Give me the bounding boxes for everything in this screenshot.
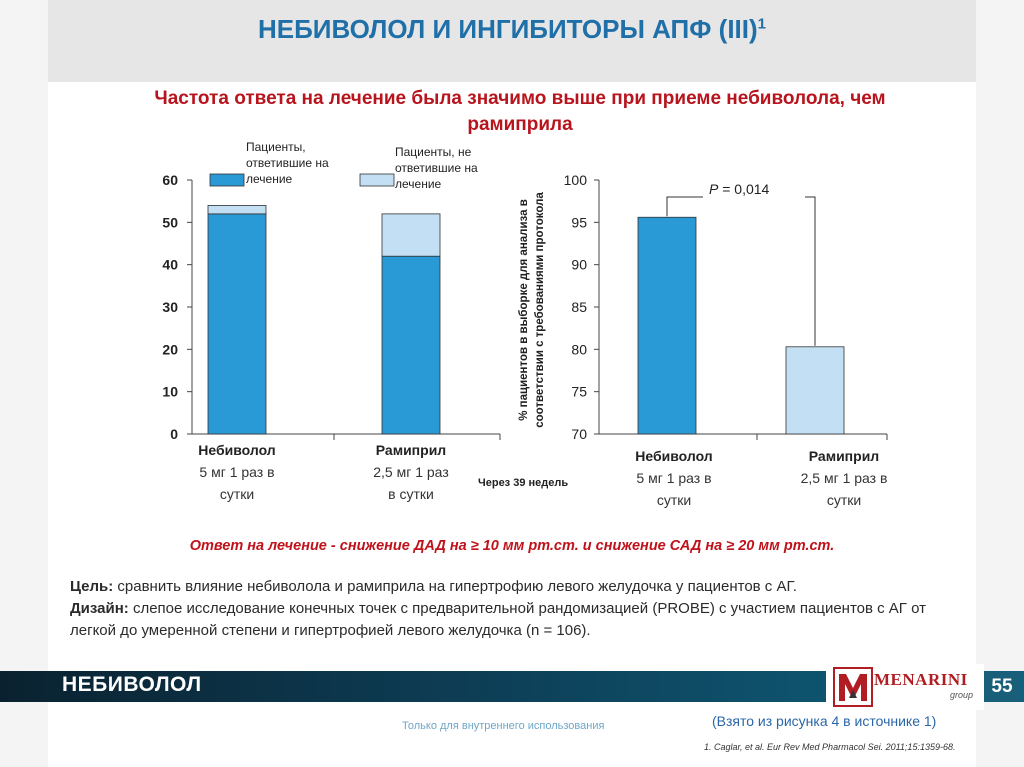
bar-not-responded-1: [208, 205, 266, 213]
p-number: = 0,014: [718, 181, 770, 197]
right-cat-name-2: Рамиприл: [808, 448, 880, 464]
left-y-tick-label: 30: [162, 299, 178, 315]
right-y-tick-label: 95: [571, 214, 587, 231]
menarini-m-icon: [834, 668, 872, 706]
right-cat-name-1: Небиволол: [635, 448, 713, 464]
internal-use-note: Только для внутреннего использования: [402, 720, 605, 732]
right-category-labels: [635, 448, 887, 508]
left-category-labels: [198, 442, 448, 502]
design-line: [70, 598, 960, 642]
left-y-tick-label: 10: [162, 383, 178, 400]
subtitle-line-1: Частота ответа на лечение была значимо выше при приеме небиволола, чем: [154, 88, 886, 109]
footer-brand: НЕБИВОЛОЛ: [62, 673, 202, 696]
subtitle-line-2: рамиприла: [467, 114, 573, 135]
x-note-39-weeks: Через 39 недель: [478, 477, 569, 489]
right-y-tick-label: 75: [571, 383, 587, 400]
legend-responded-line1: Пациенты,: [246, 140, 306, 154]
left-cat-name-1: Небиволол: [198, 442, 276, 458]
page-number: 55: [984, 672, 1020, 702]
goal-label: Цель:: [70, 578, 114, 595]
left-y-tick-label: 20: [162, 341, 178, 358]
left-cat-dose-1a: 5 мг 1 раз в: [199, 464, 275, 480]
left-y-tick-label: 0: [170, 426, 178, 442]
legend-not-responded-line3: лечение: [395, 177, 442, 191]
legend-not-responded-line1: Пациенты, не: [395, 145, 472, 159]
legend-responded-line3: лечение: [246, 172, 293, 186]
response-definition-note: Ответ на лечение - снижение ДАД на ≥ 10 мм рт.ст. и снижение САД на ≥ 20 мм рт.ст.: [189, 538, 835, 554]
left-legend: [210, 140, 478, 191]
right-y-tick-label: 90: [571, 256, 587, 273]
right-bar-1: [638, 217, 696, 434]
left-y-tick-label: 40: [162, 256, 178, 273]
right-y-axis-label-line1: % пациентов в выборке для анализа в: [518, 199, 530, 421]
title-superscript: 1: [757, 15, 766, 33]
p-symbol: P: [709, 181, 719, 197]
right-y-tick-label: 100: [563, 172, 587, 188]
design-text: слепое исследование конечных точек с предварительной рандомизацией (PROBE) с участием пациентов с АГ от легкой до умеренной степени и гипертрофией левого желудочка (n = 106).: [70, 600, 926, 639]
logo-group: group: [950, 690, 974, 700]
right-y-tick-label: 70: [571, 426, 587, 442]
bar-not-responded-2: [382, 214, 440, 256]
right-y-tick-label: 85: [571, 299, 587, 315]
bracket-line-right: [805, 197, 815, 346]
left-cat-name-2: Рамиприл: [375, 442, 447, 458]
design-label: Дизайн:: [70, 600, 129, 617]
right-cat-dose-2a: 2,5 мг 1 раз в: [800, 470, 888, 486]
left-cat-dose-2b: в сутки: [388, 486, 434, 502]
left-cat-dose-1b: сутки: [219, 486, 255, 502]
right-cat-dose-1b: сутки: [656, 492, 692, 508]
source-note: (Взято из рисунка 4 в источнике 1): [712, 713, 937, 729]
legend-swatch-not-responded: [360, 174, 394, 186]
goal-text: сравнить влияние небиволола и рамиприла на гипертрофию левого желудочка у пациентов с АГ.: [113, 578, 797, 595]
left-y-tick-label: 60: [162, 172, 178, 188]
bar-responded-1: [208, 214, 266, 434]
left-cat-dose-2a: 2,5 мг 1 раз: [373, 464, 449, 480]
right-chart: [515, 130, 915, 525]
p-value-label: [709, 181, 770, 197]
right-cat-dose-1a: 5 мг 1 раз в: [636, 470, 712, 486]
logo-text: MENARINI: [874, 670, 968, 689]
legend-not-responded-line2: ответившие на: [395, 161, 478, 175]
menarini-logo: [826, 664, 984, 710]
right-bar-2: [786, 347, 844, 434]
study-description: [70, 576, 960, 642]
legend-responded-line2: ответившие на: [246, 156, 329, 170]
right-y-tick-label: 80: [571, 341, 587, 358]
goal-line: [70, 576, 960, 598]
bracket-line: [667, 197, 703, 216]
citation: 1. Caglar, et al. Eur Rev Med Pharmacol Sei. 2011;15:1359-68.: [704, 742, 956, 752]
slide-title: НЕБИВОЛОЛ И ИНГИБИТОРЫ АПФ (III)$^1$: [257, 14, 766, 44]
right-cat-dose-2b: сутки: [826, 492, 862, 508]
bar-responded-2: [382, 256, 440, 434]
left-y-tick-label: 50: [162, 214, 178, 231]
legend-swatch-responded: [210, 174, 244, 186]
right-y-axis-label-line2: соответствии с требованиями протокола: [534, 192, 546, 428]
